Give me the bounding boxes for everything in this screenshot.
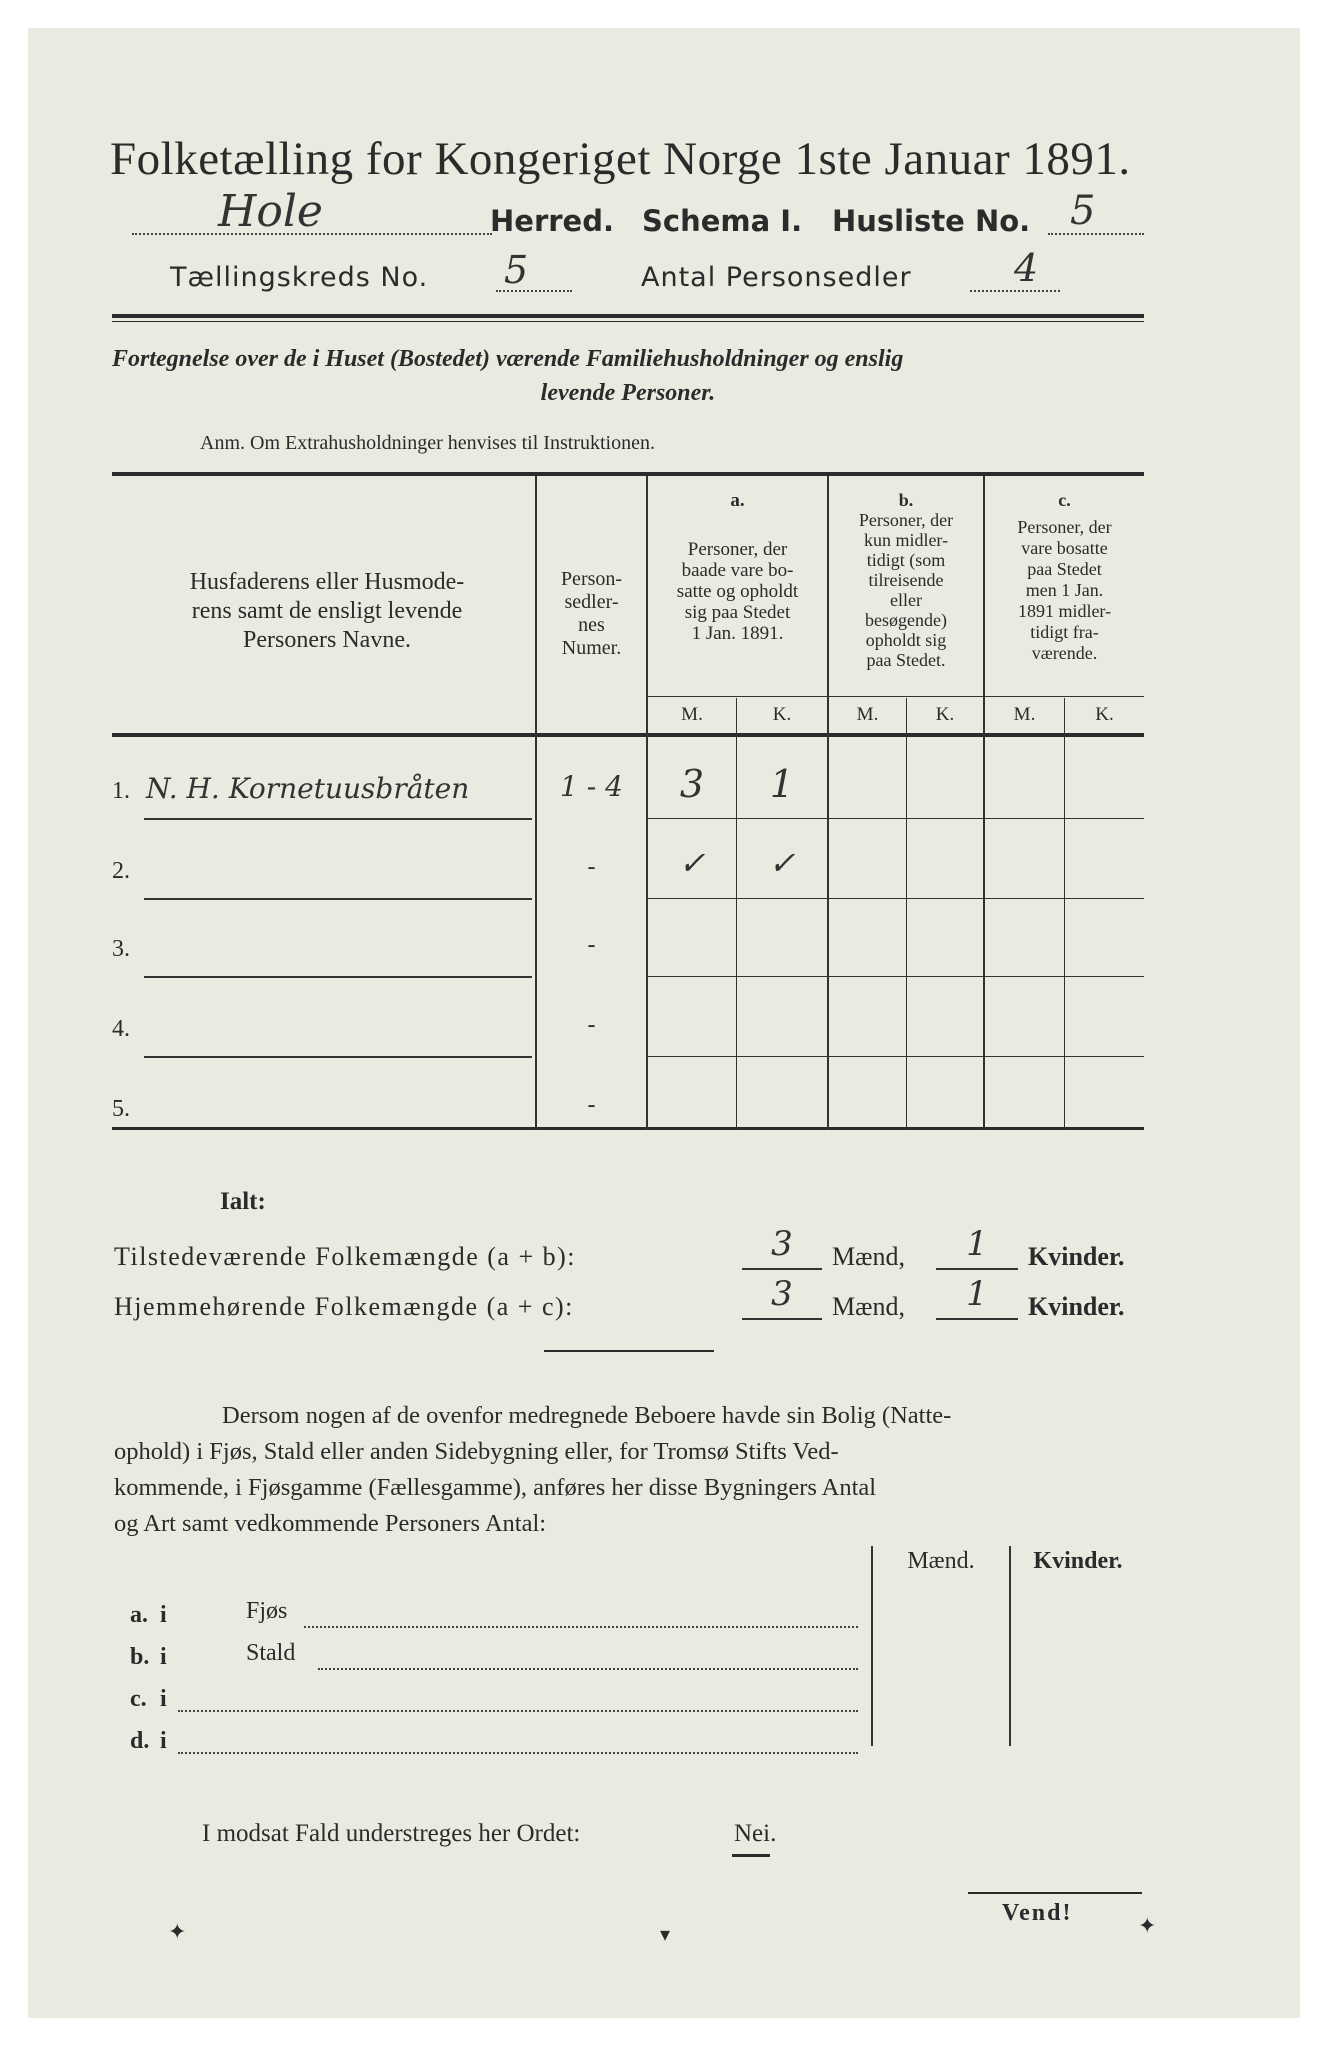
row-number: 4. — [112, 1016, 130, 1042]
bolig-col-kvinder: Kvinder. — [1033, 1548, 1123, 1574]
bolig-para-line: Dersom nogen af de ovenfor medregnede Beboere havde sin Bolig (Natte- — [222, 1402, 952, 1429]
bolig-item-dots — [318, 1668, 858, 1670]
row-number: 3. — [112, 936, 130, 962]
vend-label: Vend! — [1002, 1900, 1073, 1926]
modsat-label: I modsat Fald understreges her Ordet: — [202, 1820, 581, 1847]
col-header-b-line: eller — [890, 590, 922, 610]
husliste-dotted-line — [1048, 233, 1144, 235]
husliste-label: Husliste No. — [832, 204, 1031, 238]
tilstede-kvinder-label: Kvinder. — [1028, 1242, 1125, 1271]
row-number: 2. — [112, 858, 130, 884]
col-header-number-line: Numer. — [561, 637, 622, 659]
row-underline — [144, 898, 532, 900]
antal-label: Antal Personsedler — [641, 262, 912, 293]
bolig-item-text: Fjøs — [246, 1598, 288, 1624]
row-underline — [648, 818, 1144, 819]
col-header-c-line: tidigt fra- — [1030, 622, 1099, 642]
col-header-number-line: sedler- — [564, 591, 619, 613]
row-sedler: - — [587, 1012, 596, 1038]
tilstede-maend-label: Mænd, — [832, 1242, 905, 1271]
b-m-label: M. — [856, 704, 879, 725]
hjemme-m-underline — [742, 1318, 822, 1320]
bolig-vline-1 — [871, 1546, 873, 1746]
row-sedler: - — [587, 932, 596, 958]
col-header-name-line: Husfaderens eller Husmode- — [189, 569, 465, 595]
census-form-page — [28, 28, 1300, 2018]
header-rule — [112, 314, 1144, 318]
hjemme-maend-value: 3 — [771, 1274, 793, 1314]
ornament-icon: ✦ — [1138, 1914, 1157, 1939]
row-underline — [648, 1056, 1144, 1057]
col-header-c-line: Personer, der — [1017, 517, 1112, 537]
tilstede-m-underline — [742, 1268, 822, 1270]
col-header-b-line: tilreisende — [868, 570, 944, 590]
bolig-para-line: ophold) i Fjøs, Stald eller anden Sidebygning eller, for Tromsø Stifts Ved- — [114, 1438, 839, 1465]
bolig-item-i: i — [160, 1728, 167, 1754]
col-header-name — [122, 568, 532, 655]
ialt-label: Ialt: — [220, 1188, 266, 1215]
col-header-c-letter: c. — [1058, 490, 1071, 510]
bolig-para-line: kommende, i Fjøsgamme (Fællesgamme), anføres her disse Bygningers Antal — [114, 1474, 877, 1501]
col-header-c — [985, 490, 1144, 664]
ornament-icon: ▾ — [660, 1922, 671, 1946]
col-header-c-line: men 1 Jan. — [1025, 580, 1104, 600]
col-header-b-line: paa Stedet. — [866, 650, 946, 670]
row-name: N. H. Kornetuusbråten — [146, 772, 470, 805]
bolig-item-text: Stald — [246, 1640, 296, 1666]
nei-word: Nei. — [734, 1820, 777, 1847]
col-header-number-line: nes — [578, 614, 605, 636]
row-a-k: ✓ — [768, 844, 796, 882]
table-bottom-rule — [112, 1127, 1144, 1130]
herred-value: Hole — [218, 186, 323, 237]
b-k-label: K. — [935, 704, 955, 725]
header-rule-thin — [112, 321, 1144, 322]
table-header-bottom-rule — [112, 733, 1144, 737]
row-a-k: 1 — [769, 762, 795, 806]
row-a-m: 3 — [679, 762, 705, 806]
col-header-a-line: satte og opholdt — [676, 581, 799, 602]
col-header-a — [648, 490, 827, 644]
bolig-item-letter: c. — [130, 1686, 147, 1712]
hjemme-label: Hjemmehørende Folkemængde (a + c): — [114, 1292, 574, 1321]
bolig-item-i: i — [160, 1644, 167, 1670]
col-header-c-line: 1891 midler- — [1017, 601, 1112, 621]
vend-rule — [968, 1892, 1142, 1894]
col-header-number — [537, 568, 646, 660]
bolig-item-dots — [178, 1710, 858, 1712]
form-title: Folketælling for Kongeriget Norge 1ste Januar 1891. — [110, 133, 1131, 185]
anm-note: Anm. Om Extrahusholdninger henvises til Instruktionen. — [200, 432, 655, 454]
col-header-b-line: Personer, der — [858, 510, 954, 530]
col-header-a-letter: a. — [730, 490, 745, 511]
bolig-item-i: i — [160, 1686, 167, 1712]
col-header-b-line: besøgende) — [865, 610, 947, 630]
col-header-b — [829, 490, 983, 670]
bolig-item-i: i — [160, 1602, 167, 1628]
a-m-label: M. — [681, 704, 703, 725]
row-underline — [648, 976, 1144, 977]
bolig-para-line: og Art samt vedkommende Personers Antal: — [114, 1510, 547, 1537]
row-number: 5. — [112, 1096, 130, 1122]
col-header-name-line: Personers Navne. — [243, 627, 411, 653]
bolig-item-dots — [178, 1752, 858, 1754]
husliste-value: 5 — [1070, 188, 1096, 234]
hjemme-kvinder-label: Kvinder. — [1028, 1292, 1125, 1321]
intro-line-2: levende Personer. — [540, 380, 716, 406]
schema-label: Schema I. — [642, 204, 803, 238]
col-header-b-line: opholdt sig — [865, 630, 947, 650]
tilstede-maend-value: 3 — [771, 1224, 793, 1264]
kreds-value: 5 — [504, 248, 529, 292]
tilstede-kvinder-value: 1 — [966, 1224, 988, 1264]
col-header-a-line: Personer, der — [687, 539, 788, 560]
hjemme-maend-label: Mænd, — [832, 1292, 905, 1321]
bolig-vline-2 — [1009, 1546, 1011, 1746]
kreds-label: Tællingskreds No. — [170, 262, 429, 293]
bolig-item-letter: a. — [130, 1602, 148, 1628]
col-header-c-line: paa Stedet — [1027, 559, 1102, 579]
section-divider — [544, 1350, 714, 1352]
c-m-label: M. — [1013, 704, 1036, 725]
table-top-rule — [112, 472, 1144, 476]
col-header-a-line: baade vare bo- — [681, 560, 794, 581]
row-number: 1. — [112, 778, 130, 804]
hjemme-k-underline — [936, 1318, 1018, 1320]
table-vline-c-mk — [1064, 698, 1065, 1130]
row-underline — [648, 898, 1144, 899]
bolig-item-letter: b. — [130, 1644, 150, 1670]
col-header-name-line: rens samt de ensligt levende — [191, 598, 463, 624]
col-header-b-letter: b. — [898, 490, 914, 510]
bolig-item-letter: d. — [130, 1728, 150, 1754]
bolig-col-maend: Mænd. — [907, 1548, 975, 1574]
col-header-c-line: vare bosatte — [1021, 538, 1108, 558]
c-k-label: K. — [1095, 704, 1114, 725]
mk-header-rule — [648, 696, 1144, 697]
tilstede-label: Tilstedeværende Folkemængde (a + b): — [114, 1242, 576, 1271]
nei-underline — [732, 1854, 770, 1857]
col-header-a-line: 1 Jan. 1891. — [691, 623, 784, 644]
row-a-m: ✓ — [678, 844, 706, 882]
col-header-c-line: værende. — [1031, 643, 1098, 663]
antal-value: 4 — [1014, 246, 1039, 290]
ornament-icon: ✦ — [168, 1920, 187, 1945]
row-underline — [144, 976, 532, 978]
row-sedler: - — [587, 1092, 596, 1118]
antal-dotted-line — [970, 290, 1060, 292]
intro-line-1: Fortegnelse over de i Huset (Bostedet) værende Familiehusholdninger og enslig — [112, 346, 904, 372]
bolig-item-dots — [304, 1626, 858, 1628]
tilstede-k-underline — [936, 1268, 1018, 1270]
row-underline — [144, 818, 532, 820]
hjemme-kvinder-value: 1 — [966, 1274, 988, 1314]
row-sedler: 1 - 4 — [560, 770, 623, 803]
col-header-a-line: sig paa Stedet — [684, 602, 791, 623]
row-underline — [144, 1056, 532, 1058]
col-header-number-line: Person- — [560, 568, 623, 590]
a-k-label: K. — [772, 704, 792, 725]
col-header-b-line: tidigt (som — [866, 550, 946, 570]
row-sedler: - — [587, 854, 596, 880]
table-vline-b-mk — [906, 698, 907, 1130]
herred-label: Herred. — [490, 204, 614, 238]
col-header-b-line: kun midler- — [863, 530, 949, 550]
bolig-paragraph — [114, 1398, 1154, 1542]
